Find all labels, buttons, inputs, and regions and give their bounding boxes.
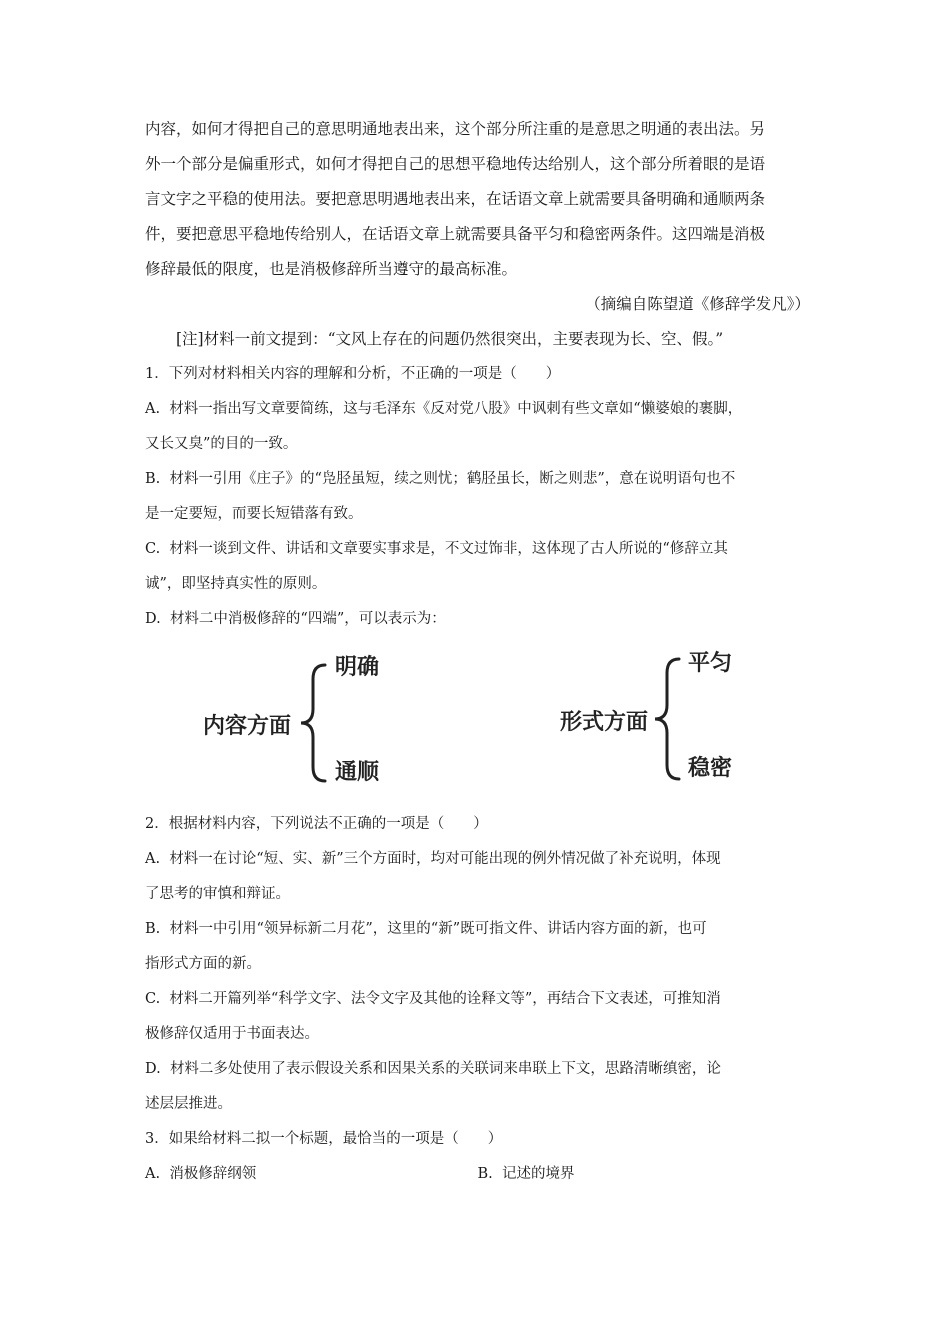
options-row	[145, 1157, 810, 1192]
option-text: 材料二中消极修辞的“四端”，可以表示为：	[169, 611, 446, 627]
option-text-cont: 诚”，即坚持真实性的原则。	[145, 576, 327, 592]
option-label: A.	[145, 1166, 161, 1182]
option-label: C.	[145, 541, 161, 557]
passage-line: 件，要把意思平稳地传给别人，在话语文章上就需要具备平匀和稳密两条件。这四端是消极	[145, 225, 766, 243]
option-text: 材料一中引用“领异标新二月花”，这里的“新”既可指文件、讲话内容方面的新，也可	[169, 921, 707, 937]
option-a	[145, 1157, 478, 1192]
diagram-left-bottom: 通顺	[335, 760, 380, 785]
option-label: A.	[145, 851, 161, 867]
question-stem: 3．如果给材料二拟一个标题，最恰当的一项是（ ）	[145, 1131, 503, 1147]
passage-line: 外一个部分是偏重形式，如何才得把自己的思想平稳地传达给别人，这个部分所着眼的是语	[145, 155, 766, 173]
option-label: D.	[145, 1061, 161, 1077]
option-text-cont: 指形式方面的新。	[145, 956, 261, 972]
option-c	[145, 982, 810, 1052]
question-2	[145, 807, 810, 1122]
option-label: B.	[477, 1166, 493, 1182]
option-a	[145, 842, 810, 912]
document-page	[145, 112, 810, 1192]
question-stem: 1．下列对材料相关内容的理解和分析，不正确的一项是（ ）	[145, 366, 561, 382]
option-text-cont: 是一定要短，而要长短错落有致。	[145, 506, 363, 522]
passage-line: 言文字之平稳的使用法。要把意思明遇地表出来，在话语文章上就需要具备明确和通顺两条	[145, 190, 766, 208]
question-stem: 2．根据材料内容，下列说法不正确的一项是（ ）	[145, 816, 488, 832]
option-label: B.	[145, 921, 161, 937]
diagram-right-bottom: 稳密	[688, 756, 733, 781]
option-text: 记述的境界	[501, 1166, 575, 1182]
option-b	[478, 1157, 811, 1192]
option-b	[145, 912, 810, 982]
passage-source: （摘编自陈望道《修辞学发凡》）	[585, 295, 810, 313]
option-text: 材料一在讨论“短、实、新”三个方面时，均对可能出现的例外情况做了补充说明，体现	[169, 851, 721, 867]
diagram-left-head: 内容方面	[203, 714, 292, 739]
option-text-cont: 极修辞仅适用于书面表达。	[145, 1026, 319, 1042]
option-text: 材料一引用《庄子》的“凫胫虽短，续之则忧；鹤胫虽长，断之则悲”，意在说明语句也不	[169, 471, 736, 487]
right-brace-icon	[655, 659, 679, 779]
option-a	[145, 392, 810, 462]
option-d	[145, 1052, 810, 1122]
option-text: 材料一谈到文件、讲话和文章要实事求是，不文过饰非，这体现了古人所说的“修辞立其	[169, 541, 728, 557]
option-b	[145, 462, 810, 532]
option-label: B.	[145, 471, 161, 487]
option-text-cont: 述层层推进。	[145, 1096, 232, 1112]
left-brace-icon	[301, 665, 325, 781]
diagram-right-top: 平匀	[688, 651, 733, 676]
passage-line: 内容，如何才得把自己的意思明通地表出来，这个部分所注重的是意思之明通的表出法。另	[145, 120, 766, 138]
option-text: 材料二多处使用了表示假设关系和因果关系的关联词来串联上下文，思路清晰缜密，论	[169, 1061, 721, 1077]
four-ends-diagram	[145, 637, 810, 807]
diagram-left-top: 明确	[335, 655, 380, 680]
option-label: C.	[145, 991, 161, 1007]
question-1	[145, 357, 810, 807]
option-d	[145, 602, 810, 637]
passage-line: 修辞最低的限度，也是消极修辞所当遵守的最高标准。	[145, 260, 518, 278]
option-c	[145, 532, 810, 602]
option-text-cont: 又长又臭”的目的一致。	[145, 436, 298, 452]
option-text: 消极修辞纲领	[169, 1166, 257, 1182]
passage-note: [注]材料一前文提到：“文风上存在的问题仍然很突出，主要表现为长、空、假。”	[176, 330, 724, 348]
option-label: D.	[145, 611, 161, 627]
option-text: 材料二开篇列举“科学文字、法令文字及其他的诠释文等”，再结合下文表述，可推知消	[169, 991, 721, 1007]
passage	[145, 112, 810, 287]
option-label: A.	[145, 401, 161, 417]
option-text: 材料一指出写文章要简练，这与毛泽东《反对党八股》中讽刺有些文章如“懒婆娘的裹脚，	[169, 401, 743, 417]
option-text-cont: 了思考的审慎和辩证。	[145, 886, 290, 902]
question-3	[145, 1122, 810, 1192]
diagram-right-head: 形式方面	[560, 710, 649, 735]
